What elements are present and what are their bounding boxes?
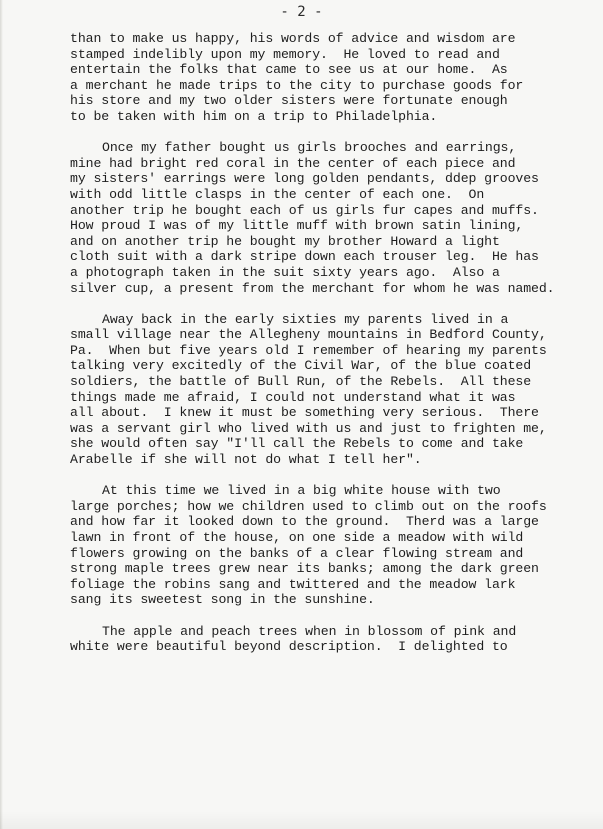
- text-line: At this time we lived in a big white house with two: [102, 483, 501, 499]
- text-line: and how far it looked down to the ground. Therd was a large: [70, 514, 539, 530]
- text-line: cloth suit with a dark stripe down each trouser leg. He has: [70, 249, 539, 265]
- text-line: a photograph taken in the suit sixty years ago. Also a: [70, 264, 500, 280]
- text-line: flowers growing on the banks of a clear flowing stream and: [70, 545, 524, 561]
- paragraph-4: [70, 483, 595, 608]
- paragraph-1: [70, 31, 595, 125]
- text-line: with odd little clasps in the center of each one. On: [70, 186, 485, 202]
- paragraph-5: [70, 624, 595, 655]
- text-line: large porches; how we children used to climb out on the roofs: [70, 498, 547, 514]
- paragraph-3: [70, 312, 595, 468]
- text-line: Pa. When but five years old I remember of hearing my parents: [70, 342, 547, 358]
- text-line: The apple and peach trees when in blossom of pink and: [102, 623, 517, 639]
- page-bottom-shadow: [0, 811, 603, 829]
- text-line: talking very excitedly of the Civil War, of the blue coated: [70, 358, 532, 374]
- text-line: soldiers, the battle of Bull Run, of the Rebels. All these: [70, 374, 532, 390]
- text-line: another trip he bought each of us girls fur capes and muffs.: [70, 202, 539, 218]
- text-line: foliage the robins sang and twittered and the meadow lark: [70, 576, 516, 592]
- text-line: to be taken with him on a trip to Philadelphia.: [70, 108, 438, 124]
- text-line: small village near the Allegheny mountains in Bedford County,: [70, 327, 547, 343]
- paragraph-2: [70, 140, 595, 296]
- text-line: stamped indelibly upon my memory. He loved to read and: [70, 46, 500, 62]
- text-line: Arabelle if she will not do what I tell her".: [70, 452, 422, 468]
- text-line: things made me afraid, I could not understand what it was: [70, 389, 516, 405]
- text-line: a merchant he made trips to the city to purchase goods for: [70, 77, 524, 93]
- text-line: Away back in the early sixties my parents lived in a: [102, 311, 509, 327]
- paper-edge: [0, 0, 3, 829]
- text-line: all about. I knew it must be something very serious. There: [70, 405, 539, 421]
- text-line: How proud I was of my little muff with brown satin lining,: [70, 218, 524, 234]
- page-number: - 2 -: [280, 4, 323, 20]
- text-line: was a servant girl who lived with us and just to frighten me,: [70, 420, 547, 436]
- text-line: sang its sweetest song in the sunshine.: [70, 592, 375, 608]
- text-line: silver cup, a present from the merchant for whom he was named.: [70, 280, 555, 296]
- text-line: and on another trip he bought my brother Howard a light: [70, 233, 500, 249]
- text-line: she would often say "I'll call the Rebels to come and take: [70, 436, 524, 452]
- text-line: white were beautiful beyond description. I delighted to: [70, 639, 508, 655]
- text-line: entertain the folks that came to see us at our home. As: [70, 62, 508, 78]
- text-line: my sisters' earrings were long golden pendants, ddep grooves: [70, 171, 539, 187]
- text-line: mine had bright red coral in the center of each piece and: [70, 155, 516, 171]
- text-line: his store and my two older sisters were fortunate enough: [70, 93, 508, 109]
- text-line: than to make us happy, his words of advice and wisdom are: [70, 31, 516, 46]
- text-line: strong maple trees grew near its banks; among the dark green: [70, 561, 539, 577]
- text-line: lawn in front of the house, on one side a meadow with wild: [70, 530, 524, 545]
- document-body: [70, 31, 595, 670]
- text-line: Once my father bought us girls brooches and earrings,: [102, 140, 517, 156]
